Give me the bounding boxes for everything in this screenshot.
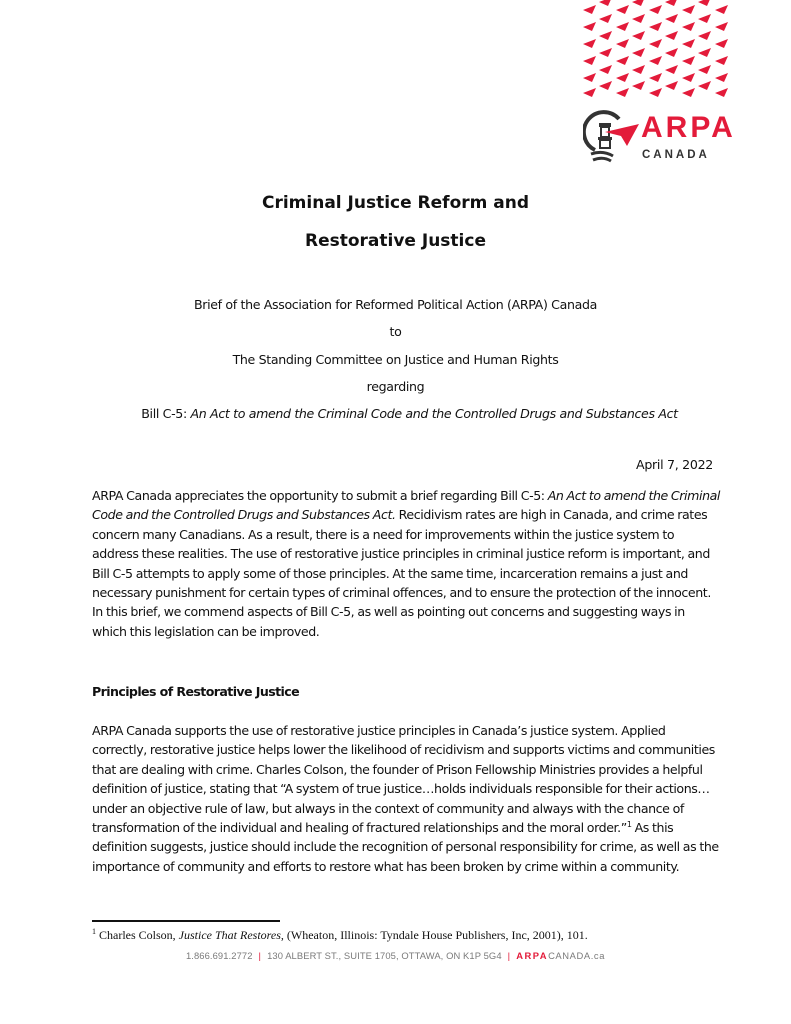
section-heading: Principles of Restorative Justice xyxy=(92,684,300,699)
footnote-publication: (Wheaton, Illinois: Tyndale House Publishers, Inc, 2001), 101. xyxy=(283,928,588,942)
footer-address: 130 ALBERT ST., SUITE 1705, OTTAWA, ON K1P 5G4 xyxy=(267,950,502,961)
footer-separator: | xyxy=(507,950,511,961)
footer-website[interactable] xyxy=(516,950,605,961)
bill-title xyxy=(14,406,791,421)
arpa-canada-logo xyxy=(583,110,736,166)
footer-website-brand: ARPA xyxy=(516,950,549,961)
principles-paragraph xyxy=(92,721,722,876)
bill-name: An Act to amend the Criminal Code and the Controlled Drugs and Substances Act xyxy=(190,406,678,421)
intro-text-end: Recidivism rates are high in Canada, and crime rates concern many Canadians. As a result, there is a need for improvements within the justice system to address these realities. The use of restorative justice principles in criminal justice reform is important, and Bill C-5 attempts to apply some of those principles. At the same time, incarceration remains a just and necessary punishment for certain types of criminal offences, and to ensure the protection of the innocent. In this brief, we commend aspects of Bill C-5, as well as pointing out concerns and suggesting ways in which this legislation can be improved. xyxy=(92,507,711,639)
intro-text-start: ARPA Canada appreciates the opportunity to submit a brief regarding Bill C-5: xyxy=(92,488,548,503)
principles-text-start: ARPA Canada supports the use of restorative justice principles in Canada’s justice system. Applied correctly, restorative justice helps lower the likelihood of recidivism and supports victims and communities that are dealing with crime. Charles Colson, the founder of Prison Fellowship Ministries provides a helpful definition of justice, stating that “A system of true justice…holds individuals responsible for their actions…under an objective rule of law, but always in the context of community and always with the chance of transformation of the individual and healing of fractured relationships and the moral order.” xyxy=(92,723,715,836)
document-title-line-2: Restorative Justice xyxy=(305,231,486,251)
document-date: April 7, 2022 xyxy=(636,457,713,472)
logo-subtext: CANADA xyxy=(642,149,710,161)
footnote-number: 1 xyxy=(92,927,96,936)
footer-phone: 1.866.691.2772 xyxy=(185,950,253,961)
footnote xyxy=(92,928,588,943)
page-footer xyxy=(0,950,791,961)
footnote-author: Charles Colson, xyxy=(96,928,179,942)
brief-regarding-label: regarding xyxy=(366,379,425,394)
bill-number: Bill C-5: xyxy=(141,406,191,421)
lighthouse-arrow-icon xyxy=(583,110,643,166)
intro-bill-name: An Act to amend the Criminal Code and the Controlled Drugs and Substances Act. xyxy=(92,488,721,523)
footnote-book-title: Justice That Restores, xyxy=(178,928,284,942)
brief-to-label: to xyxy=(389,324,402,339)
brief-recipient: The Standing Committee on Justice and Human Rights xyxy=(232,352,559,367)
logo-wordmark: ARPA xyxy=(641,111,736,144)
footer-separator: | xyxy=(258,950,262,961)
footnote-separator xyxy=(92,920,280,922)
red-triangle-pattern-icon xyxy=(580,0,735,98)
brief-from: Brief of the Association for Reformed Political Action (ARPA) Canada xyxy=(194,297,597,312)
footnote-reference[interactable]: 1 xyxy=(626,819,632,829)
document-title-line-1: Criminal Justice Reform and xyxy=(261,193,530,213)
footer-website-domain: CANADA.ca xyxy=(548,950,606,961)
principles-text-end: As this definition suggests, justice should include the recognition of personal responsibility for crime, as well as the importance of community and efforts to restore what has been broken by crime within a community. xyxy=(92,820,719,874)
intro-paragraph xyxy=(92,486,722,641)
